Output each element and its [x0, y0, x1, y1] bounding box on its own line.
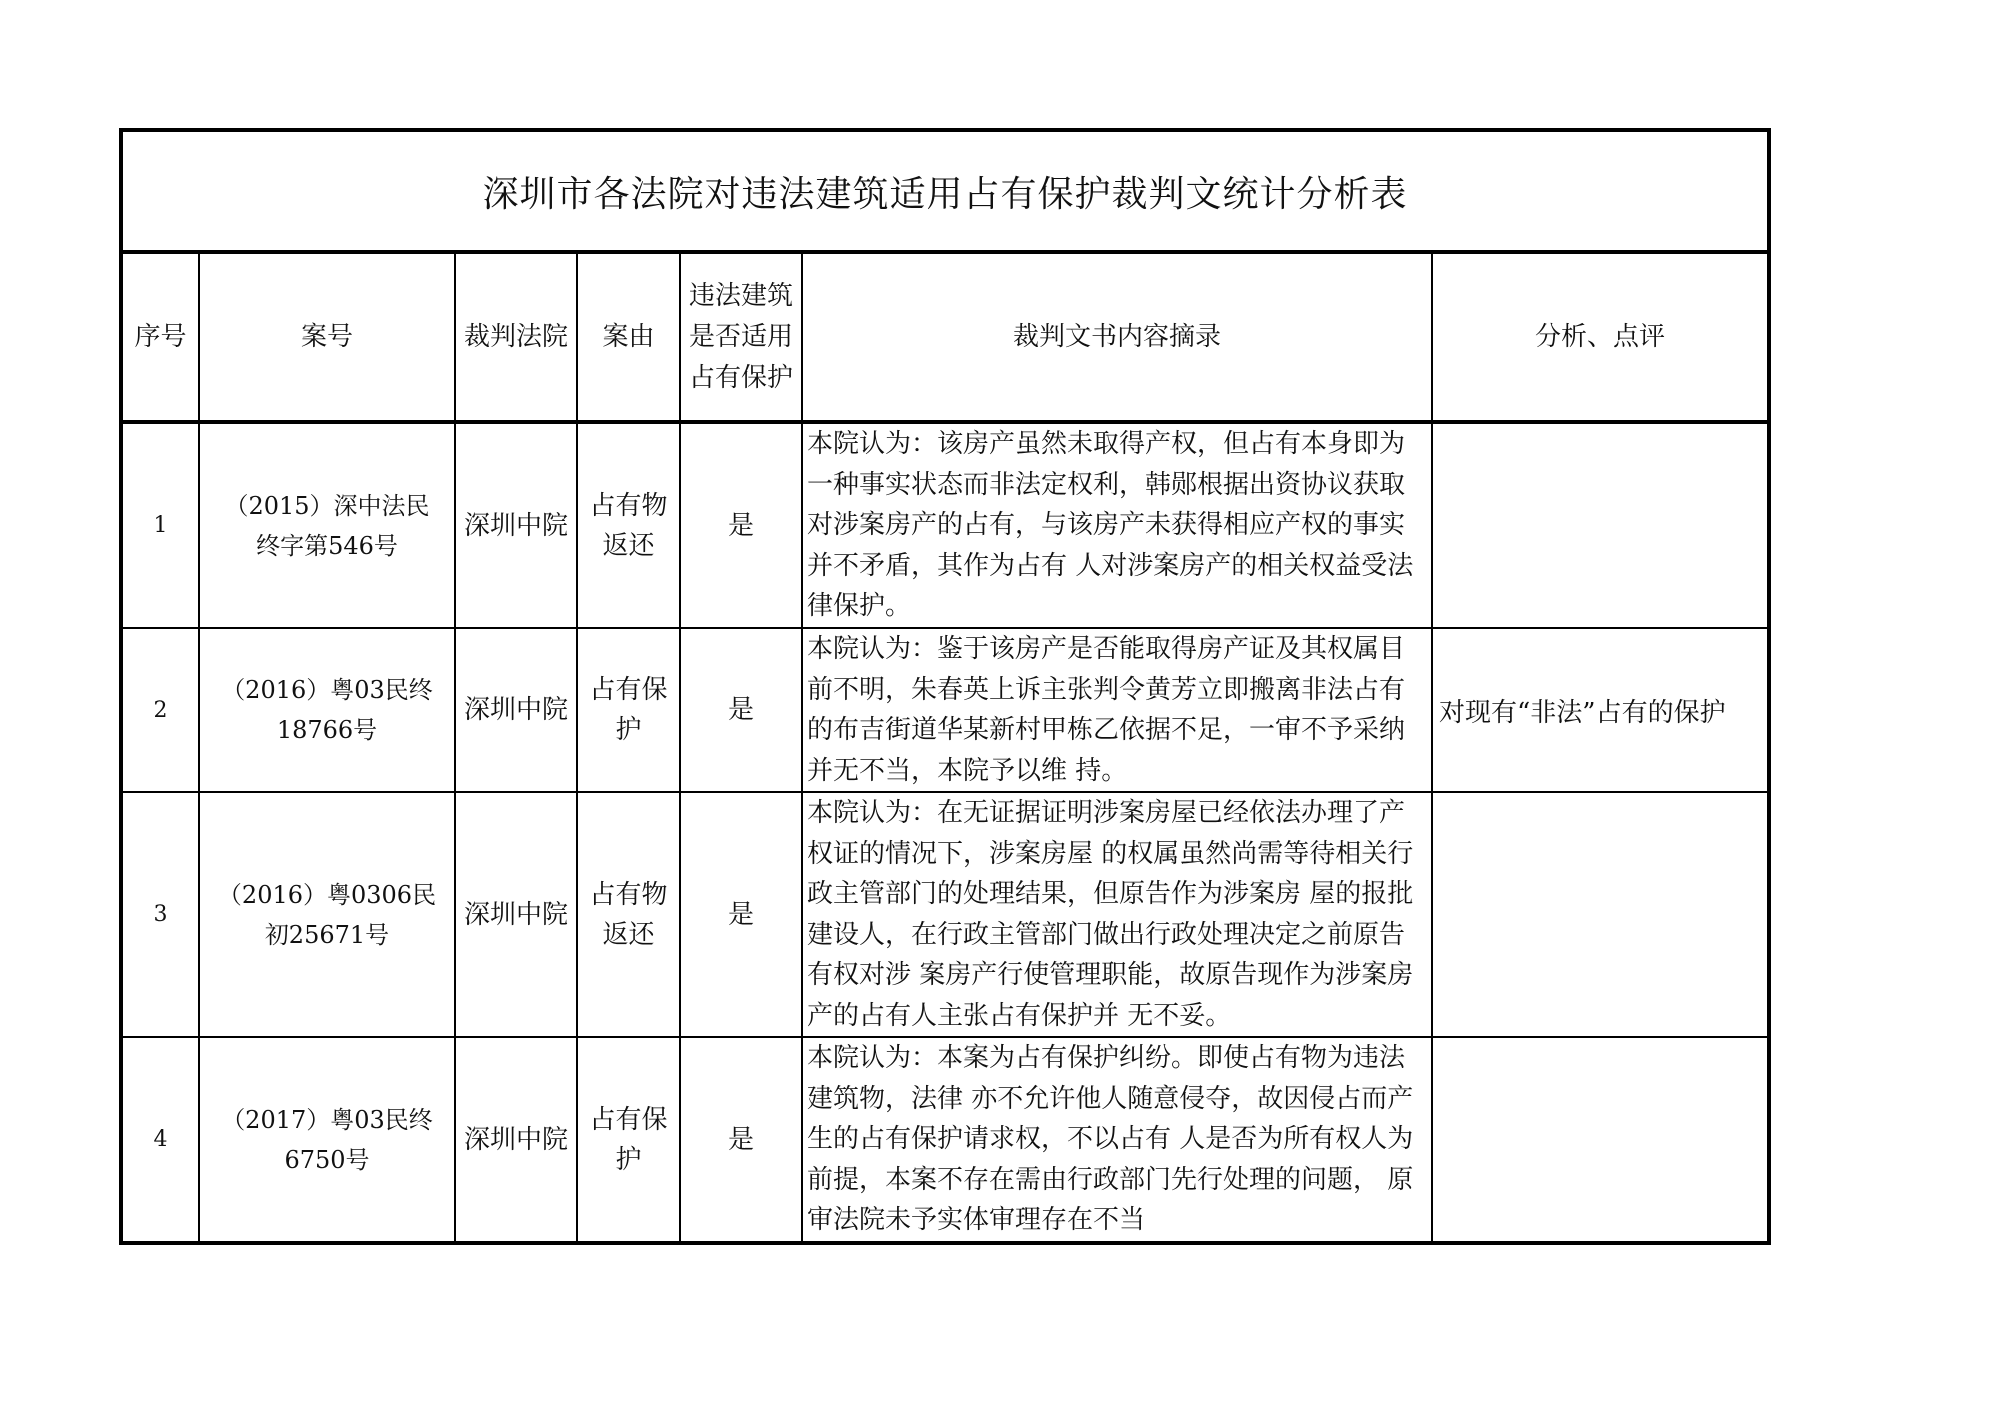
case-number: （2017）粤03民终6750号: [199, 1037, 455, 1243]
row-index: 2: [121, 628, 199, 792]
header-row: [121, 252, 1769, 422]
court-name: 深圳中院: [455, 792, 577, 1037]
court-name: 深圳中院: [455, 1037, 577, 1243]
header-index: 序号: [121, 252, 199, 422]
header-comment: 分析、点评: [1432, 252, 1769, 422]
court-name: 深圳中院: [455, 422, 577, 628]
court-name: 深圳中院: [455, 628, 577, 792]
header-cause: 案由: [577, 252, 680, 422]
applies-value: 是: [680, 1037, 802, 1243]
comment-cell: [1432, 422, 1769, 628]
row-index: 1: [121, 422, 199, 628]
judgment-excerpt: 本院认为：该房产虽然未取得产权，但占有本身即为一种事实状态而非法定权利，韩郧根据出资协议获取对涉案房产的占有，与该房产未获得相应产权的事实并不矛盾，其作为占有 人对涉案房产的相关权益受法律保护。: [802, 422, 1432, 628]
case-number: （2016）粤0306民初25671号: [199, 792, 455, 1037]
title-row: [121, 130, 1769, 252]
header-case-number: 案号: [199, 252, 455, 422]
case-number: （2015）深中法民终字第546号: [199, 422, 455, 628]
header-excerpt: 裁判文书内容摘录: [802, 252, 1432, 422]
comment-cell: [1432, 1037, 1769, 1243]
comment-cell: [1432, 792, 1769, 1037]
case-number: （2016）粤03民终18766号: [199, 628, 455, 792]
row-index: 3: [121, 792, 199, 1037]
row-index: 4: [121, 1037, 199, 1243]
table-row: [121, 1037, 1769, 1243]
judgment-excerpt: 本院认为：鉴于该房产是否能取得房产证及其权属目前不明，朱春英上诉主张判令黄芳立即搬离非法占有的布吉街道华某新村甲栋乙依据不足，一审不予采纳并无不当，本院予以维 持。: [802, 628, 1432, 792]
applies-value: 是: [680, 422, 802, 628]
header-court: 裁判法院: [455, 252, 577, 422]
applies-value: 是: [680, 628, 802, 792]
header-applies-possession-protection: 违法建筑是否适用占有保护: [680, 252, 802, 422]
table-title: 深圳市各法院对违法建筑适用占有保护裁判文统计分析表: [121, 130, 1769, 252]
table-row: [121, 628, 1769, 792]
table-row: [121, 792, 1769, 1037]
applies-value: 是: [680, 792, 802, 1037]
case-cause: 占有物返还: [577, 422, 680, 628]
case-cause: 占有保护: [577, 628, 680, 792]
table-row: [121, 422, 1769, 628]
judgment-excerpt: 本院认为：在无证据证明涉案房屋已经依法办理了产权证的情况下，涉案房屋 的权属虽然尚需等待相关行政主管部门的处理结果，但原告作为涉案房 屋的报批建设人，在行政主管部门做出行政处理决定之前原告有权对涉 案房产行使管理职能，故原告现作为涉案房产的占有人主张占有保护并 无不妥。: [802, 792, 1432, 1037]
comment-cell: 对现有“非法”占有的保护: [1432, 628, 1769, 792]
case-cause: 占有保护: [577, 1037, 680, 1243]
statistics-table: [119, 128, 1771, 1245]
judgment-excerpt: 本院认为：本案为占有保护纠纷。即使占有物为违法建筑物，法律 亦不允许他人随意侵夺，故因侵占而产生的占有保护请求权，不以占有 人是否为所有权人为前提，本案不存在需由行政部门先行处理的问题， 原审法院未予实体审理存在不当: [802, 1037, 1432, 1243]
case-cause: 占有物返还: [577, 792, 680, 1037]
